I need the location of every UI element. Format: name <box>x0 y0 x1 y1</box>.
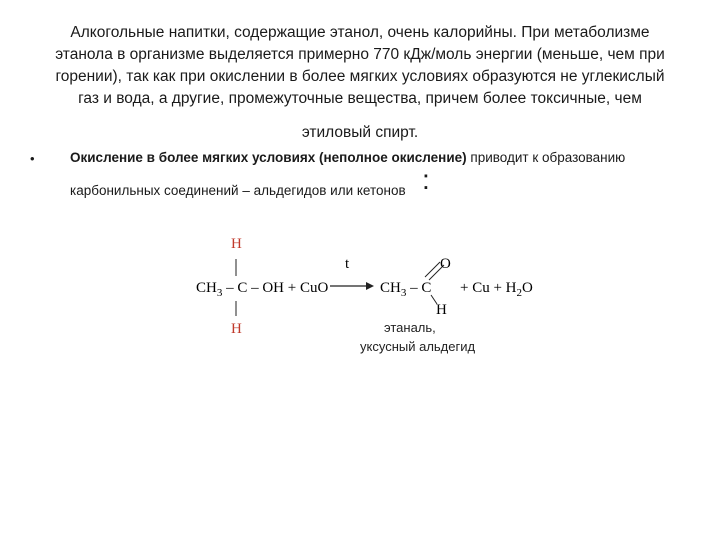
bullet-bold-text: Окисление в более мягких условиях (неполное окисление) <box>70 150 467 165</box>
double-bond-1 <box>425 262 440 277</box>
arrow-head <box>366 282 374 290</box>
product-name-line1: этаналь, <box>384 320 436 335</box>
paragraph-line: горении), так как при окислении в более мягких условиях образуются не углекислый <box>55 68 665 85</box>
bullet-colon: : <box>422 164 430 195</box>
paragraph-line: газ и вода, а другие, промежуточные вещества, причем более токсичные, чем <box>78 90 642 107</box>
reactant-formula: $CH_3$ – C – OH + CuO <box>196 280 329 299</box>
bullet-text-rest: приводит к образованию <box>466 150 626 165</box>
condition-label: t <box>345 256 350 272</box>
paragraph-line: Алкогольные напитки, содержащие этанол, очень калорийны. При метаболизме <box>70 24 650 41</box>
hydrogen-bottom: H <box>231 321 242 337</box>
hydrogen-top: H <box>231 236 242 252</box>
oxygen-label: O <box>440 256 451 272</box>
product-name-line2: уксусный альдегид <box>360 339 476 354</box>
bullet-line-2: карбонильных соединений – альдегидов или кетонов <box>70 183 406 198</box>
paragraph-last-line: этиловый спирт. <box>301 124 419 141</box>
paragraph-line: этанола в организме выделяется примерно 770 кДж/моль энергии (меньше, чем при <box>55 46 665 63</box>
aldehyde-hydrogen: H <box>436 302 447 318</box>
bullet-marker: • <box>30 151 35 166</box>
byproducts: + $Cu + H_2O$ <box>460 280 533 299</box>
product-formula: $CH_3$ – C <box>380 280 432 299</box>
